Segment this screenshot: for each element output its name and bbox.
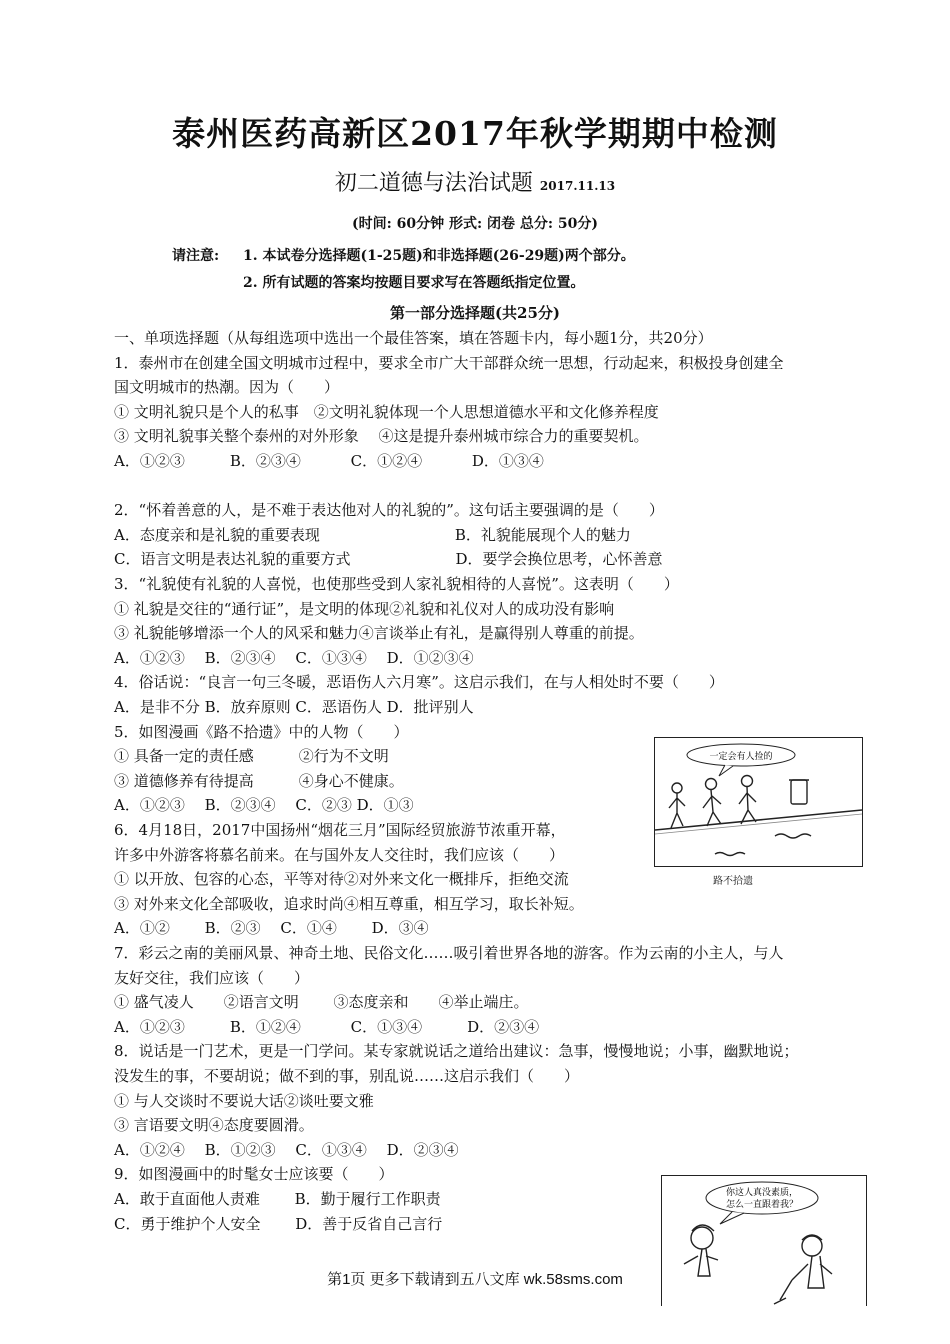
question-line: 一、单项选择题（从每组选项中选出一个最佳答案，填在答题卡内，每小题1分，共20分） — [114, 329, 713, 347]
question-line: A．态度亲和是礼貌的重要表现 B．礼貌能展现个人的魅力 — [114, 525, 631, 544]
exam-info: (时间: 60分钟 形式: 闭卷 总分: 50分) — [351, 216, 599, 232]
question-line: ③ 礼貌能够增添一个人的风采和魅力④言谈举止有礼，是赢得别人尊重的前提。 — [114, 624, 644, 643]
question-line: 5．如图漫画《路不拾遗》中的人物（ ） — [114, 722, 409, 741]
question-line: ① 与人交谈时不要说大话②谈吐要文雅 — [114, 1091, 374, 1110]
question-line: 国文明城市的热潮。因为（ ） — [114, 378, 340, 397]
question-line: A．①②③ B．②③④ C．①③④ D．①②③④ — [114, 648, 474, 667]
question-line: 4．俗话说：“良言一句三冬暖，恶语伤人六月寒”。这启示我们，在与人相处时不要（ ） — [114, 673, 724, 692]
subtitle-text: 初二道德与法治试题 — [334, 171, 533, 196]
question-line: ① 具备一定的责任感 ②行为不文明 — [114, 747, 389, 766]
question-line: 6．4月18日，2017中国扬州“烟花三月”国际经贸旅游节浓重开幕， — [114, 821, 566, 839]
exam-subtitle — [0, 166, 950, 197]
question-line: ① 以开放、包容的心态，平等对待②对外来文化一概排斥，拒绝交流 — [114, 870, 569, 889]
question-line: C．勇于维护个人安全 D．善于反省自己言行 — [114, 1214, 443, 1233]
question-line: ③ 对外来文化全部吸收，追求时尚④相互尊重，相互学习，取长补短。 — [114, 894, 584, 913]
question-line: ③ 言语要文明④态度要圆滑。 — [114, 1116, 314, 1135]
question-line: A．是非不分 B．放弃原则 C．恶语伤人 D．批评别人 — [114, 698, 474, 716]
cartoon2-bubble-line1: 你这人真没素质， — [725, 1188, 799, 1198]
exam-date: 2017.11.13 — [539, 179, 616, 193]
question-line: 3．“礼貌使有礼貌的人喜悦，也使那些受到人家礼貌相待的人喜悦”。这表明（ ） — [114, 575, 679, 593]
notice-item-1: 1. 本试卷分选择题(1-25题)和非选择题(26-29题)两个部分。 — [243, 248, 635, 264]
question-line: ① 盛气凌人 ②语言文明 ③态度亲和 ④举止端庄。 — [114, 993, 529, 1012]
question-line: 许多中外游客将慕名前来。在与国外友人交往时，我们应该（ ） — [114, 845, 565, 864]
cartoon-illustration — [655, 738, 862, 866]
cartoon-road-not-picking-up — [654, 737, 863, 867]
question-line: 没发生的事，不要胡说；做不到的事，别乱说……这启示我们（ ） — [114, 1067, 580, 1085]
question-line: 2．“怀着善意的人，是不难于表达他对人的礼貌的”。这句话主要强调的是（ ） — [114, 501, 664, 520]
notice-item-2: 2. 所有试题的答案均按题目要求写在答题纸指定位置。 — [243, 275, 585, 291]
question-line: A．①② B．②③ C．①④ D．③④ — [114, 919, 429, 938]
exam-title: 泰州医药高新区2017年秋学期期中检测 — [172, 114, 778, 153]
notice-label: 请注意: — [172, 248, 220, 264]
page-footer: 第1页 更多下载请到五八文库 wk.58sms.com — [327, 1271, 623, 1288]
question-line: A．①②④ B．①②③ C．①③④ D．②③④ — [114, 1140, 459, 1159]
question-line: 9．如图漫画中的时髦女士应该要（ ） — [114, 1165, 394, 1184]
question-line: C．语言文明是表达礼貌的重要方式 D．要学会换位思考，心怀善意 — [114, 550, 663, 569]
question-line: A．①②③ B．②③④ C．②③ D．①③ — [114, 796, 414, 815]
question-line: 友好交往，我们应该（ ） — [114, 968, 310, 987]
cartoon2-bubble-line2: 怎么一直跟着我？ — [725, 1200, 799, 1210]
question-line: A．①②③ B．①②④ C．①③④ D．②③④ — [114, 1017, 540, 1036]
question-line: A．敢于直面他人责难 B．勤于履行工作职责 — [114, 1190, 441, 1208]
question-line: ① 礼貌是交往的“通行证”，是文明的体现②礼貌和礼仪对人的成功没有影响 — [114, 599, 615, 618]
cartoon1-bubble: 一定会有人捡的 — [709, 752, 773, 762]
question-line: 7．彩云之南的美丽风景、神奇土地、民俗文化……吸引着世界各地的游客。作为云南的小主人，与人 — [114, 944, 784, 962]
question-line: ① 文明礼貌只是个人的私事 ②文明礼貌体现一个人思想道德水平和文化修养程度 — [114, 402, 659, 421]
question-line: ③ 文明礼貌事关整个泰州的对外形象 ④这是提升泰州城市综合力的重要契机。 — [114, 427, 649, 446]
question-line: A．①②③ B．②③④ C．①②④ D．①③④ — [114, 452, 544, 470]
question-line: 1．泰州市在创建全国文明城市过程中，要求全市广大干部群众统一思想，行动起来，积极投身创建全 — [114, 353, 784, 372]
question-line: ③ 道德修养有待提高 ④身心不健康。 — [114, 771, 404, 790]
section-title: 第一部分选择题(共25分) — [389, 304, 561, 322]
question-line: 8．说话是一门艺术，更是一门学问。某专家就说话之道给出建议：急事，慢慢地说；小事，幽默地说； — [114, 1042, 799, 1061]
cartoon1-caption: 路不拾遗 — [713, 876, 753, 887]
